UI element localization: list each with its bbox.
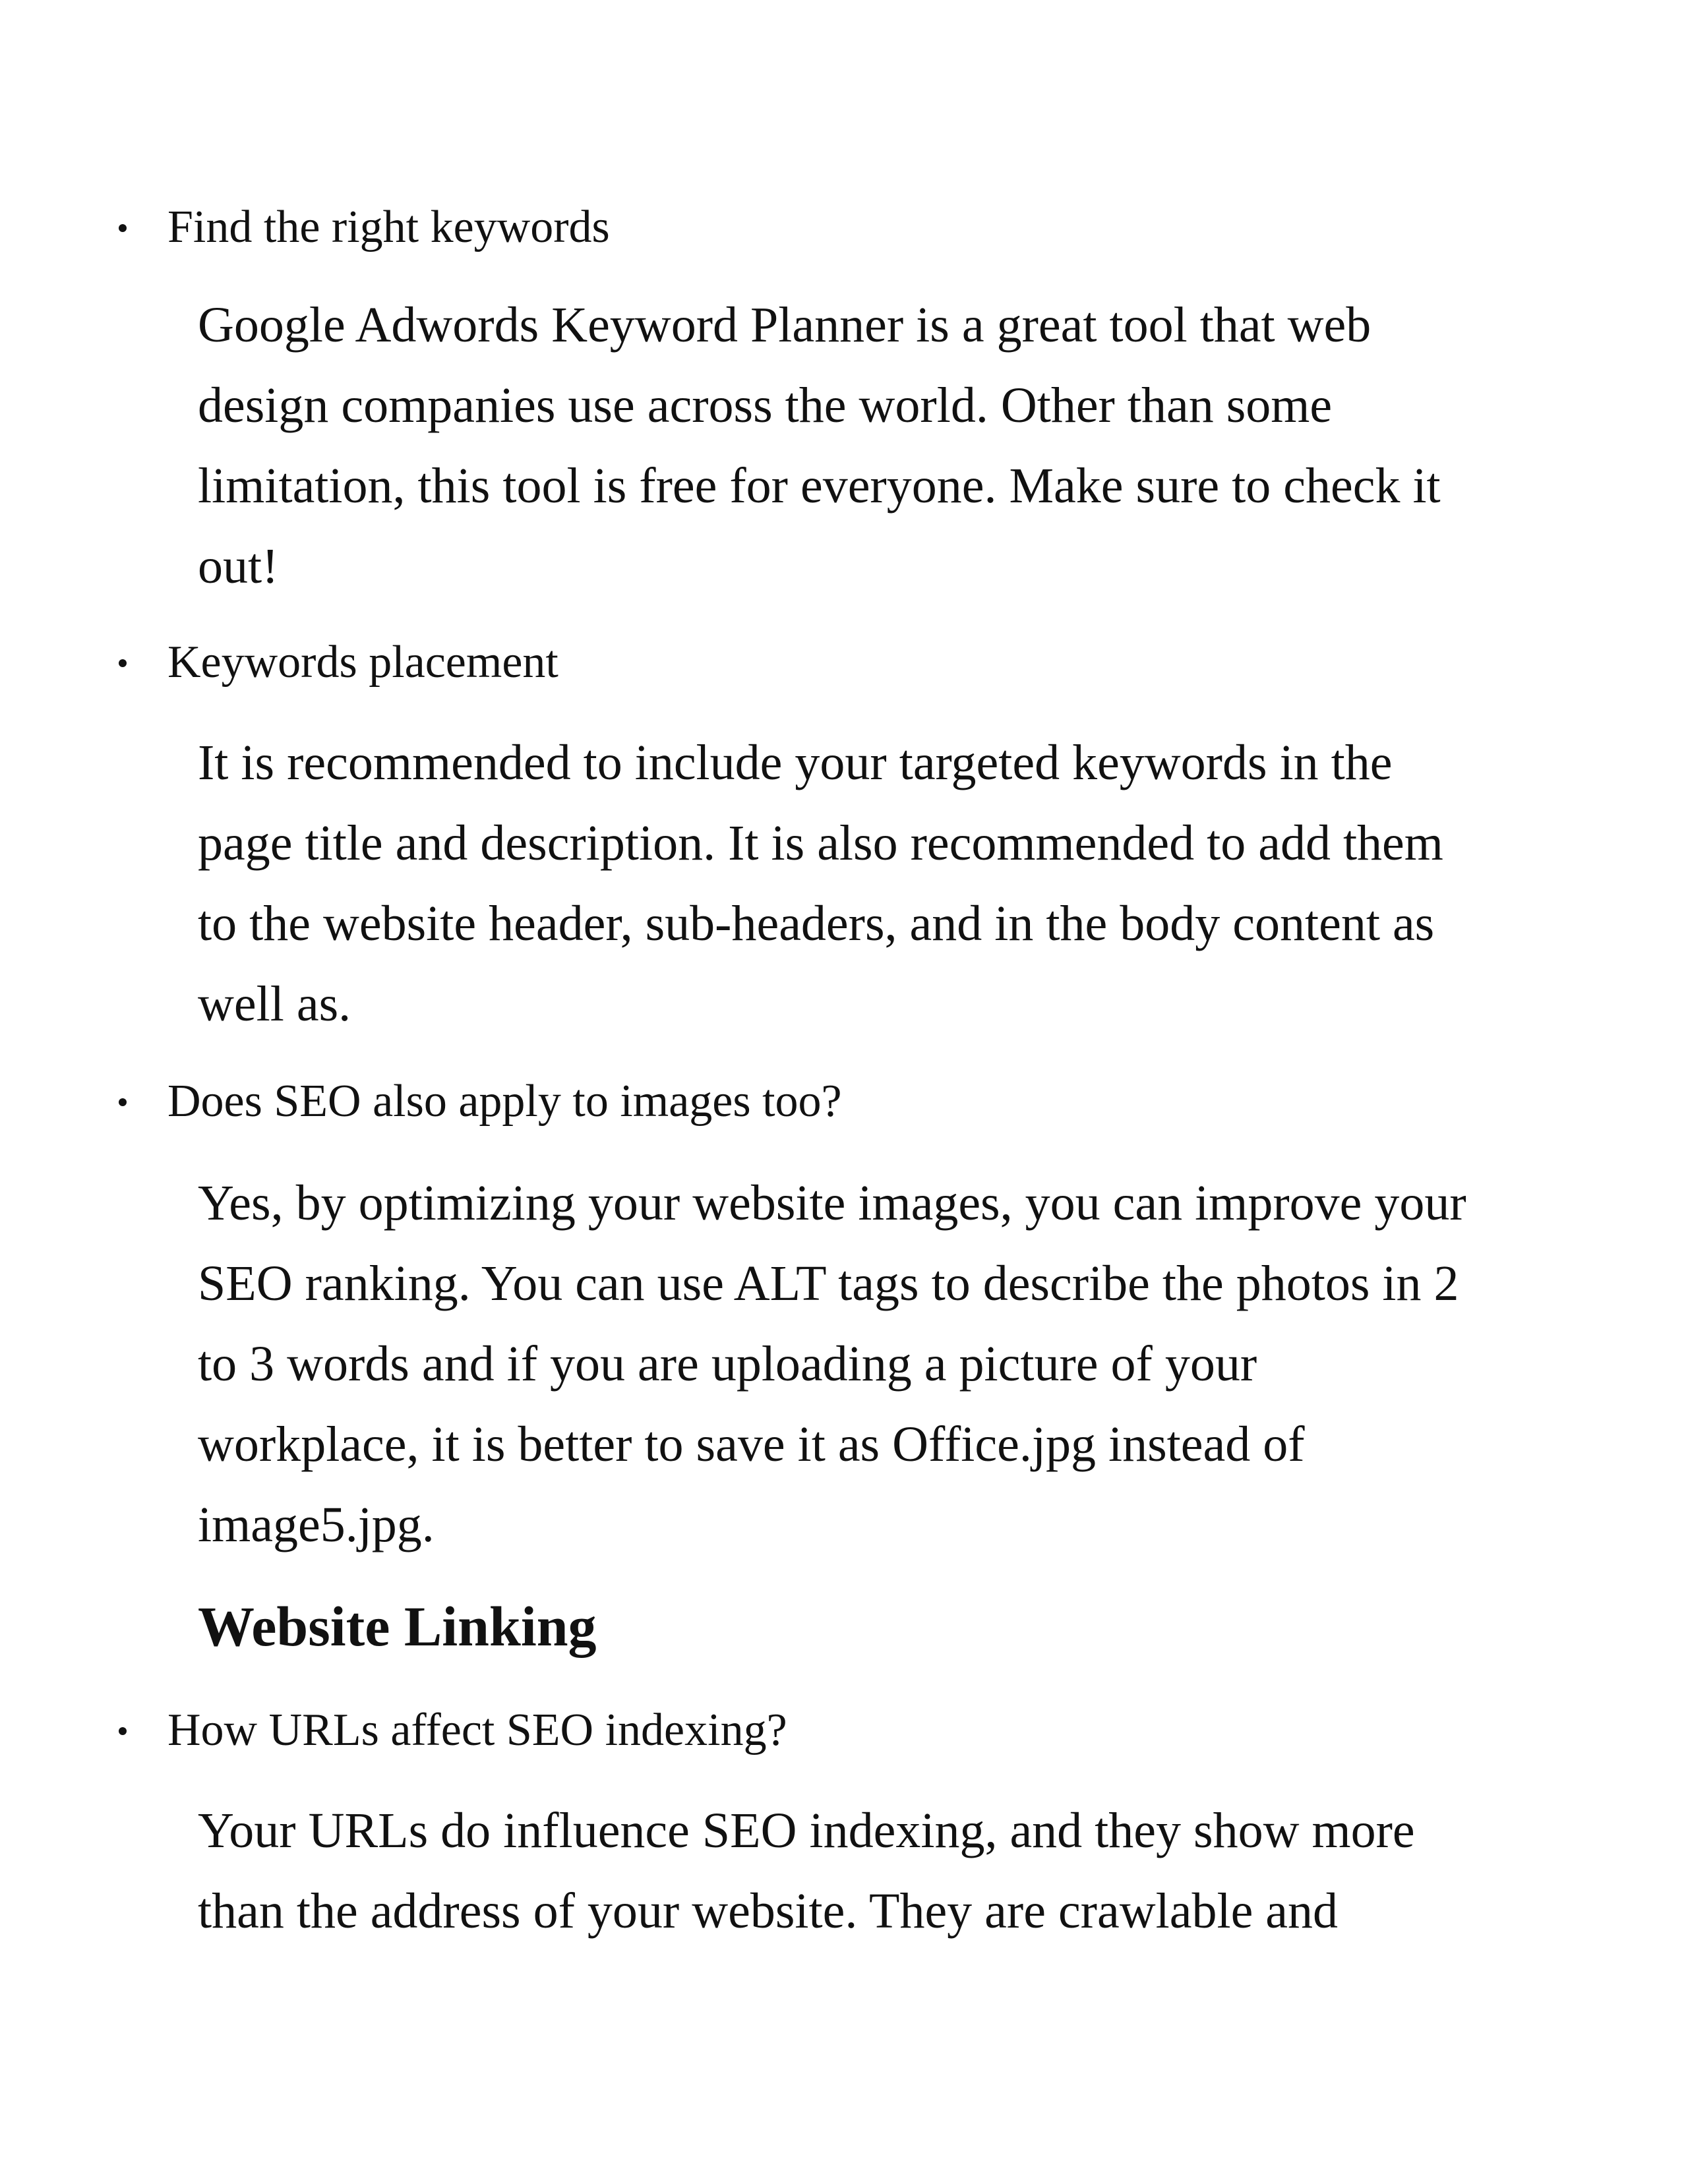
bullet-icon — [119, 1727, 127, 1735]
bullet-label: How URLs affect SEO indexing? — [167, 1705, 787, 1756]
list-item — [0, 1072, 1582, 1131]
bullet-icon — [119, 224, 127, 232]
paragraph: Your URLs do influence SEO indexing, and they show more than the address of your website. They are crawlable and — [198, 1803, 1415, 1939]
paragraph: Google Adwords Keyword Planner is a great tool that web design companies use across the world. Other than some limitation, this tool is free for everyone. Make sure to check it out! — [198, 297, 1441, 594]
bullet-label: Keywords placement — [167, 637, 558, 688]
list-item — [0, 1701, 1582, 1760]
bullet-label: Find the right keywords — [167, 202, 610, 252]
paragraph: It is recommended to include your targeted keywords in the page title and description. It is also recommended to add them to the website header, sub-headers, and in the body content as well as. — [198, 735, 1443, 1032]
bullet-label: Does SEO also apply to images too? — [167, 1076, 842, 1127]
bullet-icon — [119, 1098, 127, 1106]
section-heading: Website Linking — [198, 1595, 597, 1658]
list-item — [0, 198, 1582, 257]
bullet-icon — [119, 659, 127, 667]
list-item — [0, 633, 1582, 692]
paragraph: Yes, by optimizing your website images, you can improve your SEO ranking. You can use ALT tags to describe the photos in 2 to 3 words and if you are uploading a picture of your workplace, it is better to save it as Office.jpg instead of image5.jpg. — [198, 1175, 1466, 1552]
